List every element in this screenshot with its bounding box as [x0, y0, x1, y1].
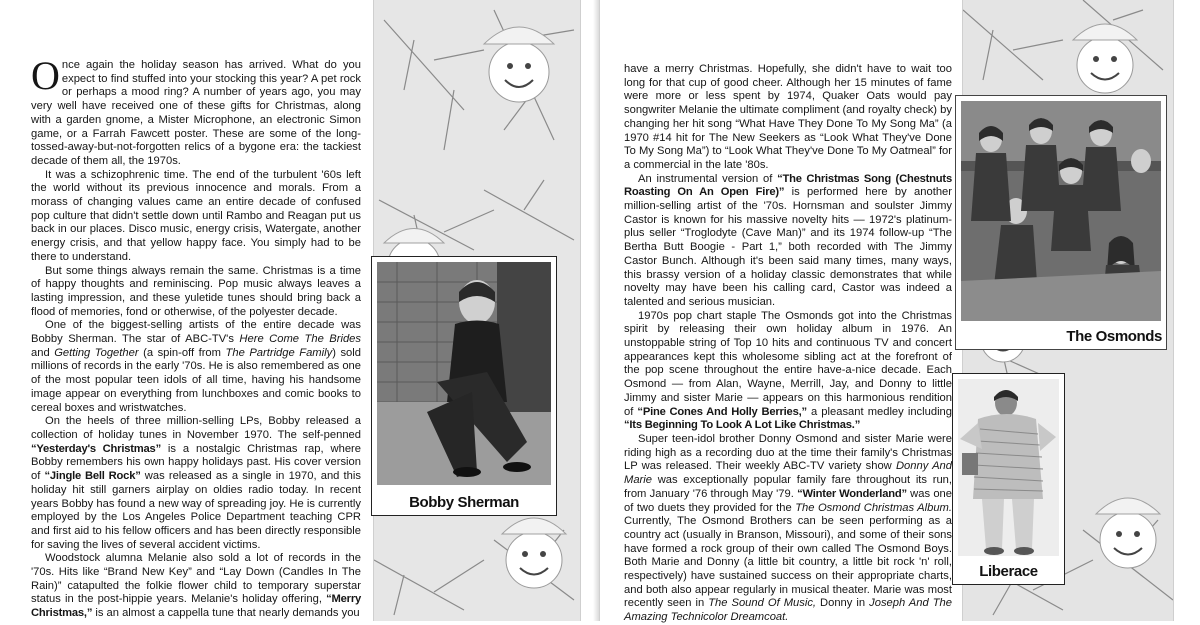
- paragraph-donny-marie: Super teen-idol brother Donny Osmond and sister Marie were riding high as a recording duo at the time their family's Christmas LP was released. Their weekly ABC-TV variety show Donny And Marie was exceptionally popular family fare throughout its run, from January '76 through May '79. “Winter Wonderland” was one of two duets they provided for the The Osmond Christmas Album. Currently, The Osmond Brothers can be seen performing as a country act (usually in Branson, Missouri), and some of their sons have formed a rock group of their own called The Osmond Boys. Both Marie and Donny (a little bit country, a little bit rock 'n' roll, respectively) have sustained success on their appropriate charts, and both also appear regularly in musical theater. Marie was most recently seen in The Sound Of Music, Donny in Joseph And The Amazing Technicolor Dreamcoat.: [624, 432, 953, 624]
- osmonds-caption: The Osmonds: [1066, 328, 1162, 345]
- paragraph-melanie-cont: have a merry Christmas. Hopefully, she didn't have to wait too long for that cup of good cheer. Although her 15 minutes of fame were more or less spent by 1974, Quaker Oats would pay songwriter Melanie the ultimate compliment (and royalty check) by changing her hit song “What Have They Done To My Song Ma” (a 1970 #14 hit for The New Seekers as “Look What They've Done To My Song Ma”) to “Look What They've Done To My Oatmeal” for a commercial in the late '80s.: [624, 63, 952, 171]
- paragraph-bobby-sherman: One of the biggest-selling artists of the entire decade was Bobby Sherman. The star of ABC-TV's Here Come The Brides and Getting Together (a spin-off from The Partridge Family) sold millions of records in the early '70s. He is also remembered as one of the most popular teen idols of all time, having his handsome image appear on everything from lunchboxes and comic books to cereal boxes and wristwatches.: [31, 319, 361, 414]
- song-title: “The Christmas Song (Chestnuts Roasting On An Open Fire)”: [624, 172, 952, 199]
- right-text-column: [624, 63, 952, 625]
- song-title: “Jingle Bell Rock”: [44, 470, 141, 483]
- drop-cap: O: [31, 53, 60, 98]
- bobby-sherman-caption: Bobby Sherman: [409, 494, 519, 511]
- paragraph-same: But some things always remain the same. Christmas is a time of happy thoughts and reminiscing. Pop music always leaves a lasting impression, and these yuletide tunes should bring back a flood of memories, fond or otherwise, of the polyester decade.: [31, 264, 361, 318]
- paragraph-osmonds: 1970s pop chart staple The Osmonds got into the Christmas spirit by releasing their own holiday album in 1976. An unstoppable string of Top 10 hits and continuous TV and concert appearances kept this wholesome sibling act at the forefront of the pop scene throughout the entire have-a-nice decade. Each Osmond — from Alan, Wayne, Merrill, Jay, and Donny to little Jimmy and sister Marie — appears on this harmonious rendition of “Pine Cones And Holly Berries,” a pleasant medley including “Its Beginning To Look A Lot Like Christmas.”: [624, 309, 952, 432]
- paragraph-1970s: It was a schizophrenic time. The end of the turbulent '60s left the world without its previous innocence and morals. From a morass of changing values came an entire decade of confused pop culture that didn't settle down until Rambo and Reagan put us back in our places. Disco music, energy crisis, Watergate, another energy crisis, and that yellow happy face. You simply had to be there to understand.: [31, 168, 361, 263]
- liberace-photo: [952, 373, 1065, 585]
- bobby-sherman-image: [377, 262, 551, 485]
- bobby-sherman-photo: [371, 256, 557, 516]
- song-title: “Its Beginning To Look A Lot Like Christmas.”: [624, 419, 861, 432]
- left-text-column: [31, 53, 361, 621]
- song-title: “Merry Christmas,”: [31, 593, 361, 620]
- song-title: “Yesterday's Christmas”: [31, 442, 161, 455]
- right-page: [600, 0, 1200, 624]
- song-title: “Pine Cones And Holly Berries,”: [637, 405, 807, 418]
- intro-paragraph: Once again the holiday season has arrived. What do you expect to find stuffed into your stocking this year? A pet rock or perhaps a mood ring? A number of years ago, you may very well have received one of these gifts for Christmas, along with a garden gnome, a Mister Microphone, an electronic Simon game, or a Farrah Fawcett poster. These are some of the long-tossed-away-but-not-forgotten relics of a bygone era: the tackiest decade of them all, the 1970s.: [31, 53, 361, 167]
- osmonds-photo: [955, 95, 1167, 350]
- paragraph-jimmy-castor: An instrumental version of “The Christmas Song (Chestnuts Roasting On An Open Fire)” is performed here by another million-selling artist of the '70s. Hornsman and soulster Jimmy Castor is known for his massive novelty hits — 1972's platinum-plus seller “Troglodyte (Cave Man)” and its 1974 follow-up “The Bertha Butt Boogie - Part 1,” both recorded with The Jimmy Castor Bunch. Although it's been said many times, many ways, this brassy version of a holiday classic demonstrates that while novelty may have been his calling card, Castor was indeed a talented and serious musician.: [624, 172, 952, 308]
- liberace-caption: Liberace: [979, 563, 1038, 580]
- paragraph-melanie: Woodstock alumna Melanie also sold a lot of records in the '70s. Hits like “Brand New Key” and “Lay Down (Candles In The Rain)” catapulted the folkie flower child to temporary superstar status in the post-hippie years. Melanie's holiday offering, “Merry Christmas,” is an almost a cappella tune that nearly demands you: [31, 552, 361, 620]
- liberace-image: [958, 379, 1059, 556]
- paragraph-bobby-holiday: On the heels of three million-selling LPs, Bobby released a collection of holiday tunes in November 1970. The self-penned “Yesterday's Christmas” is a nostalgic Christmas rap, where Bobby remembers his own happy holidays past. His cover version of “Jingle Bell Rock” was released as a single in 1970, and this holiday hit still garners airplay on oldies radio today. In recent years Bobby has found a new way of spreading joy. He is currently employed by the Los Angeles Police Department teaching CPR and first aid to his fellow officers and has been directly responsible for saving the lives of several accident victims.: [31, 415, 361, 551]
- song-title: “Winter Wonderland”: [797, 487, 907, 500]
- osmonds-image: [961, 101, 1161, 321]
- left-page: [0, 0, 600, 621]
